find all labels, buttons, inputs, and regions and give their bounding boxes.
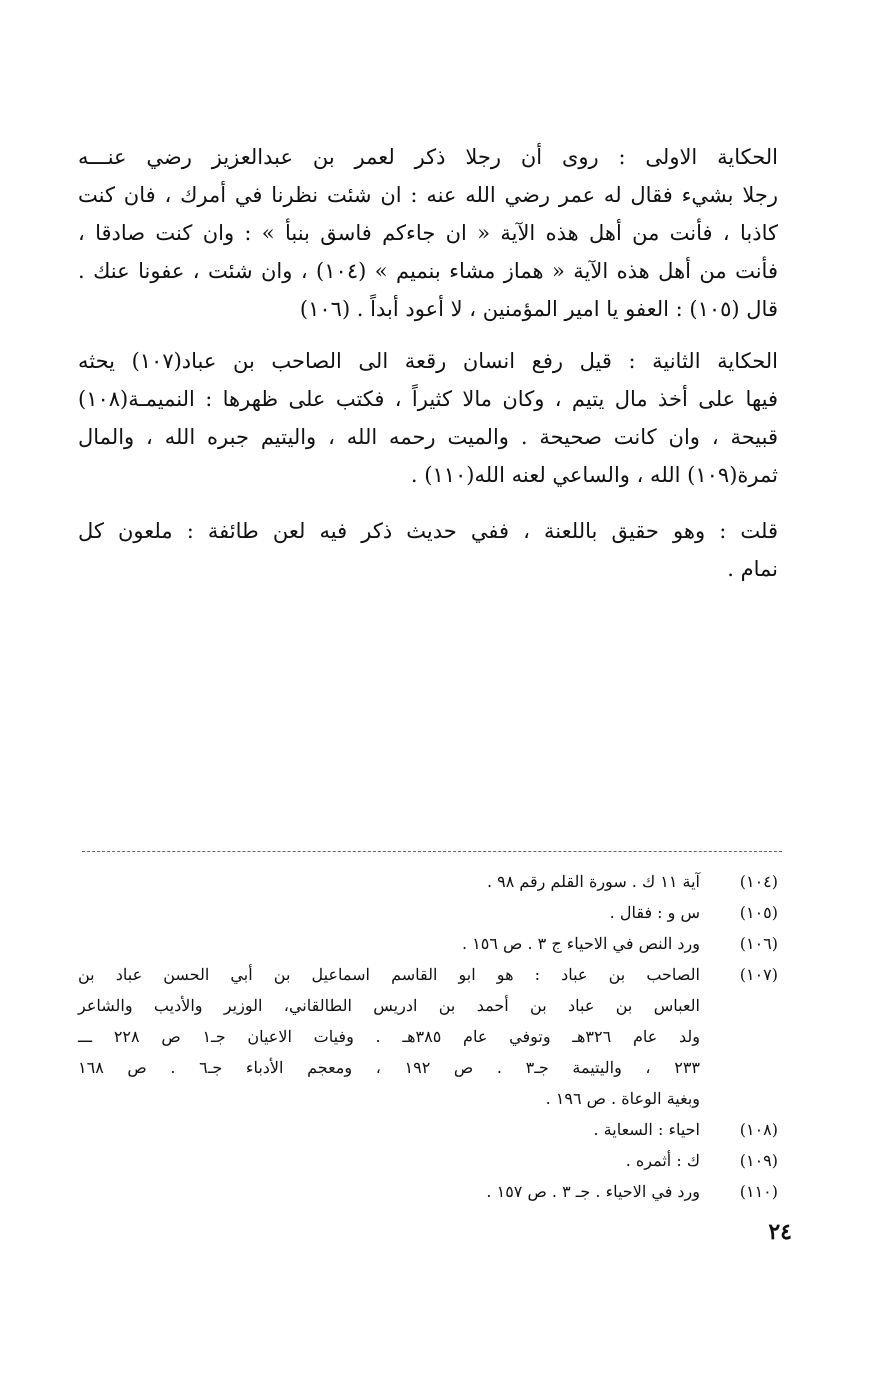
footnote-text: ورد في الاحياء . جـ ٣ . ص ١٥٧ .	[486, 1182, 700, 1201]
footnote-item	[78, 1114, 778, 1145]
footnote-text: ورد النص في الاحياء ج ٣ . ص ١٥٦ .	[462, 934, 700, 953]
footnotes	[78, 866, 778, 1207]
paragraph-comment	[78, 512, 778, 588]
footnote-item	[78, 928, 778, 959]
footnote-text: وبغية الوعاة . ص ١٩٦ .	[545, 1089, 700, 1108]
footnote-text: ولد عام ٣٢٦هـ وتوفي عام ٣٨٥هـ . وفيات الاعيان جـ١ ص ٢٢٨ ـــ	[78, 1027, 701, 1046]
footnote-item	[78, 1176, 778, 1207]
text-line: الحكاية الثانية : قيل رفع انسان رقعة الى الصاحب بن عباد(١٠٧) يحثه	[78, 349, 778, 373]
footnote-text: العباس بن عباد بن أحمد بن ادريس الطالقاني، الوزير والأديب والشاعر	[78, 996, 700, 1015]
text-line: فأنت من أهل هذه الآية « هماز مشاء بنميم » (١٠٤) ، وان شئت ، عفونا عنك .	[78, 259, 778, 283]
footnote-text: احياء : السعاية .	[593, 1120, 700, 1139]
footnote-item	[78, 897, 778, 928]
text-line: رجلا بشيء فقال له عمر رضي الله عنه : ان شئت نظرنا في أمرك ، فان كنت	[78, 183, 778, 207]
footnote-number: (١٠٧)	[739, 965, 778, 984]
footnote-text: س و : فقال .	[609, 903, 700, 922]
text-line: الحكاية الاولى : روى أن رجلا ذكر لعمر بن عبدالعزيز رضي عنـــه	[78, 145, 778, 169]
page-number: ٢٤	[768, 1219, 792, 1245]
footnote-text: ٢٣٣ ، واليتيمة جـ٣ . ص ١٩٢ ، ومعجم الأدباء جـ٦ . ص ١٦٨	[78, 1058, 700, 1077]
footnote-text: الصاحب بن عباد : هو ابو القاسم اسماعيل بن أبي الحسن عباد بن	[78, 965, 700, 984]
text-line: ثمرة(١٠٩) الله ، والساعي لعنه الله(١١٠) .	[410, 463, 778, 487]
paragraph-second-tale	[78, 342, 778, 494]
footnote-item	[78, 1145, 778, 1176]
text-line: كاذبا ، فأنت من أهل هذه الآية « ان جاءكم فاسق بنبأ » : وان كنت صادقا ،	[78, 221, 778, 245]
footnote-number: (١١٠)	[739, 1182, 778, 1201]
footnote-text: ك : أثمره .	[625, 1151, 700, 1170]
footnote-separator	[82, 851, 782, 852]
paragraph-first-tale	[78, 138, 778, 328]
footnote-number: (١٠٦)	[739, 934, 778, 953]
text-line: قال (١٠٥) : العفو يا امير المؤمنين ، لا أعود أبداً . (١٠٦)	[299, 297, 778, 321]
footnote-item	[78, 866, 778, 897]
text-line: قبيحة ، وان كانت صحيحة . والميت رحمه الله ، واليتيم جبره الله ، والمال	[78, 425, 778, 449]
footnote-number: (١٠٥)	[739, 903, 778, 922]
footnote-number: (١٠٨)	[739, 1120, 778, 1139]
footnote-number: (١٠٤)	[739, 872, 778, 891]
text-line: نمام .	[727, 557, 778, 581]
text-line: فيها على أخذ مال يتيم ، وكان مالا كثيراً ، فكتب على ظهرها : النميمـة(١٠٨)	[78, 387, 778, 411]
footnote-text: آية ١١ ك . سورة القلم رقم ٩٨ .	[486, 872, 700, 891]
text-line: قلت : وهو حقيق باللعنة ، ففي حديث ذكر فيه لعن طائفة : ملعون كل	[78, 519, 778, 543]
footnote-item	[78, 959, 778, 1114]
footnote-number: (١٠٩)	[739, 1151, 778, 1170]
